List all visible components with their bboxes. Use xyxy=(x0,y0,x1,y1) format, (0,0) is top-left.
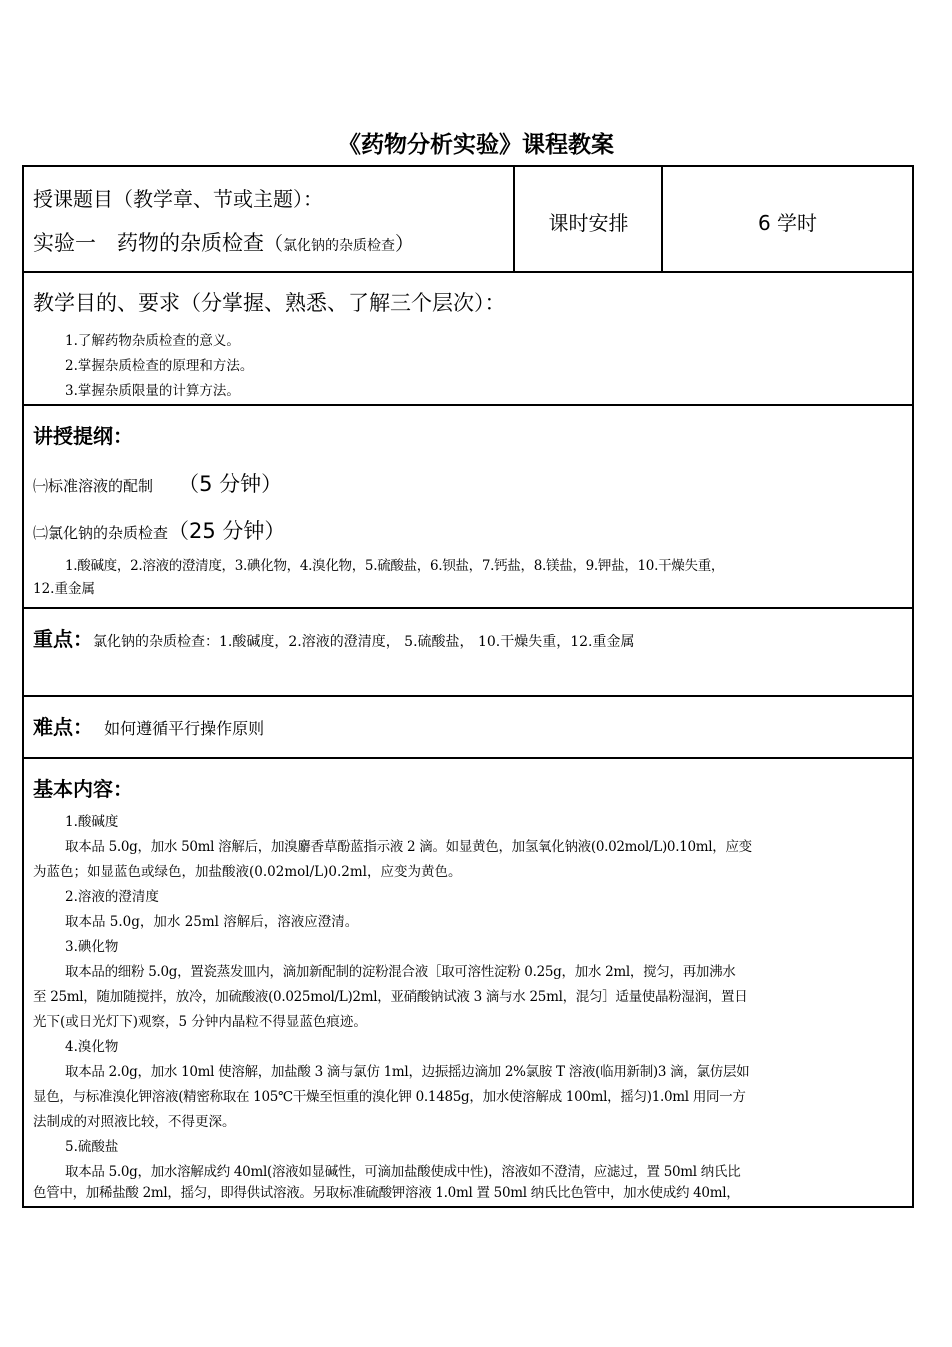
key-points-heading: 重点： xyxy=(33,627,93,651)
content-line: 显色，与标准溴化钾溶液(精密称取在 105℃干燥至恒重的溴化钾 0.1485g，加水使溶解成 100ml，摇匀)1.0ml 用同一方 xyxy=(33,1089,746,1105)
content-row xyxy=(24,759,912,1206)
topic-cell xyxy=(24,167,514,271)
topic-paren-open: （ xyxy=(264,233,284,255)
content-line: 取本品 5.0g，加水 25ml 溶解后，溶液应澄清。 xyxy=(65,914,359,930)
difficulties-heading: 难点： xyxy=(33,715,93,739)
difficulties-line xyxy=(33,711,264,740)
page-title: 《药物分析实验》课程教案 xyxy=(338,132,614,158)
objective-item: 3.掌握杂质限量的计算方法。 xyxy=(65,383,240,399)
topic-paren-close: ） xyxy=(395,233,415,255)
content-line: 2.溶液的澄清度 xyxy=(65,889,159,905)
objective-item: 2.掌握杂质检查的原理和方法。 xyxy=(65,358,254,374)
difficulties-row xyxy=(24,697,912,759)
topic-main: 实验一 药物的杂质检查 xyxy=(33,231,264,255)
schedule-value: 6 学时 xyxy=(757,211,818,235)
key-points-text: 氯化钠的杂质检查：1.酸碱度，2.溶液的澄清度， 5.硫酸盐， 10.干燥失重，12.重金属 xyxy=(93,634,635,650)
content-line: 至 25ml，随加随搅拌，放冷，加硫酸液(0.025mol/L)2ml，亚硝酸钠试液 3 滴与水 25ml，混匀］适量使晶粉湿润，置日 xyxy=(33,989,748,1005)
objectives-row xyxy=(24,273,912,406)
outline-item-1-time: （5 分钟） xyxy=(178,472,283,496)
outline-item-1-label: ㈠标准溶液的配制 xyxy=(33,477,154,495)
content-line: 光下(或日光灯下)观察，5 分钟内晶粒不得显蓝色痕迹。 xyxy=(33,1014,367,1030)
content-heading: 基本内容： xyxy=(33,777,133,801)
header-row xyxy=(24,167,912,273)
difficulties-text: 如何遵循平行操作原则 xyxy=(104,719,265,738)
outline-item-2-detail-cont: 12.重金属 xyxy=(33,581,95,597)
topic-line xyxy=(33,227,414,257)
content-line: 取本品的细粉 5.0g，置瓷蒸发皿内，滴加新配制的淀粉混合液［取可溶性淀粉 0.25g，加水 2ml，搅匀，再加沸水 xyxy=(65,964,736,980)
content-line: 取本品 2.0g，加水 10ml 使溶解，加盐酸 3 滴与氯仿 1ml，边振摇边滴加 2%氯胺 T 溶液(临用新制)3 滴，氯仿层如 xyxy=(65,1064,750,1080)
lesson-plan-table xyxy=(22,165,914,1208)
outline-item-2-time: （25 分钟） xyxy=(168,519,286,543)
outline-item-2-label: ㈡氯化钠的杂质检查 xyxy=(33,524,169,542)
schedule-label: 课时安排 xyxy=(548,211,629,235)
key-points-row xyxy=(24,609,912,697)
schedule-value-cell xyxy=(661,167,912,271)
outline-row xyxy=(24,406,912,609)
outline-item-2 xyxy=(33,515,285,545)
schedule-label-cell xyxy=(513,167,662,271)
objective-item: 1.了解药物杂质检查的意义。 xyxy=(65,333,240,349)
outline-item-1 xyxy=(33,468,282,498)
content-line: 取本品 5.0g，加水 50ml 溶解后，加溴麝香草酚蓝指示液 2 滴。如显黄色，加氢氧化钠液(0.02mol/L)0.10ml，应变 xyxy=(65,839,752,855)
content-line: 4.溴化物 xyxy=(65,1039,119,1055)
content-line: 1.酸碱度 xyxy=(65,814,119,830)
content-line: 色管中，加稀盐酸 2ml，摇匀，即得供试溶液。另取标准硫酸钾溶液 1.0ml 置 50ml 纳氏比色管中，加水使成约 40ml， xyxy=(33,1185,740,1201)
content-line: 3.碘化物 xyxy=(65,939,119,955)
outline-item-2-detail: 1.酸碱度，2.溶液的澄清度，3.碘化物，4.溴化物，5.硫酸盐，6.钡盐，7.钙盐，8.镁盐，9.钾盐，10.干燥失重， xyxy=(65,558,725,574)
content-line: 为蓝色；如显蓝色或绿色，加盐酸液(0.02mol/L)0.2ml，应变为黄色。 xyxy=(33,864,462,880)
objectives-heading: 教学目的、要求（分掌握、熟悉、了解三个层次）： xyxy=(33,291,506,315)
content-line: 取本品 5.0g，加水溶解成约 40ml(溶液如显碱性，可滴加盐酸使成中性)，溶液如不澄清，应滤过，置 50ml 纳氏比 xyxy=(65,1164,741,1180)
key-points-line xyxy=(33,623,635,652)
content-line: 法制成的对照液比较，不得更深。 xyxy=(33,1114,236,1130)
outline-heading: 讲授提纲： xyxy=(33,424,133,448)
content-line: 5.硫酸盐 xyxy=(65,1139,119,1155)
topic-label: 授课题目（教学章、节或主题）： xyxy=(33,187,323,211)
topic-sub: 氯化钠的杂质检查 xyxy=(283,238,396,254)
